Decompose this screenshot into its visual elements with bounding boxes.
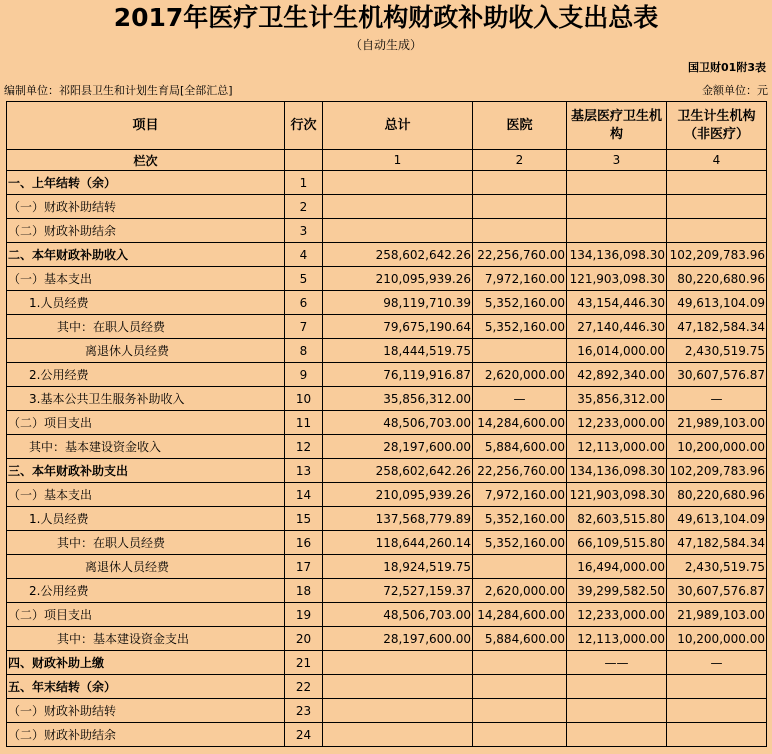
row-value-c2: 22,256,760.00 [473, 243, 567, 267]
row-value-c3: 12,233,000.00 [567, 411, 667, 435]
row-item-name: 二、本年财政补助收入 [7, 243, 285, 267]
row-value-c1: 118,644,260.14 [323, 531, 473, 555]
row-item-name: 其中：基本建设资金收入 [7, 435, 285, 459]
report-subtitle: （自动生成） [349, 38, 422, 52]
row-value-c1: 18,444,519.75 [323, 339, 473, 363]
row-value-c2: 5,352,160.00 [473, 531, 567, 555]
row-value-c3: 121,903,098.30 [567, 483, 667, 507]
row-value-c1: 76,119,916.87 [323, 363, 473, 387]
row-item-name: （一）基本支出 [7, 267, 285, 291]
header-total: 总计 [323, 102, 473, 150]
row-value-c1 [323, 195, 473, 219]
row-item-name: 离退休人员经费 [7, 555, 285, 579]
row-value-c3: 42,892,340.00 [567, 363, 667, 387]
table-row [7, 195, 767, 219]
table-row [7, 627, 767, 651]
row-value-c1: 210,095,939.26 [323, 483, 473, 507]
row-value-c1: 258,602,642.26 [323, 459, 473, 483]
row-line-number: 7 [285, 315, 323, 339]
row-value-c3: 39,299,582.50 [567, 579, 667, 603]
row-value-c2 [473, 675, 567, 699]
row-value-c4: 102,209,783.96 [667, 243, 767, 267]
row-value-c2: 2,620,000.00 [473, 579, 567, 603]
row-value-c1: 98,119,710.39 [323, 291, 473, 315]
table-row [7, 243, 767, 267]
row-line-number: 13 [285, 459, 323, 483]
row-value-c2: 7,972,160.00 [473, 267, 567, 291]
row-item-name: 其中：在职人员经费 [7, 315, 285, 339]
row-line-number: 19 [285, 603, 323, 627]
row-line-number: 10 [285, 387, 323, 411]
row-value-c4: 30,607,576.87 [667, 579, 767, 603]
compiling-unit: 编制单位：祁阳县卫生和计划生育局[全部汇总] [4, 84, 233, 97]
row-value-c2 [473, 723, 567, 747]
row-value-c1 [323, 171, 473, 195]
table-row [7, 603, 767, 627]
header-row [7, 102, 767, 150]
row-value-c1: 48,506,703.00 [323, 603, 473, 627]
row-line-number: 24 [285, 723, 323, 747]
form-code: 国卫财01附3表 [688, 61, 766, 74]
row-line-number: 1 [285, 171, 323, 195]
row-value-c4: — [667, 651, 767, 675]
row-line-number: 16 [285, 531, 323, 555]
row-value-c3 [567, 195, 667, 219]
row-value-c3: 121,903,098.30 [567, 267, 667, 291]
row-value-c4: 21,989,103.00 [667, 411, 767, 435]
row-value-c3: 27,140,446.30 [567, 315, 667, 339]
row-value-c4: 102,209,783.96 [667, 459, 767, 483]
row-value-c2: 14,284,600.00 [473, 411, 567, 435]
row-value-c2: 5,884,600.00 [473, 627, 567, 651]
row-item-name: （二）财政补助结余 [7, 723, 285, 747]
table-row [7, 699, 767, 723]
table-row [7, 507, 767, 531]
row-value-c4: — [667, 387, 767, 411]
table-row [7, 387, 767, 411]
row-line-number: 21 [285, 651, 323, 675]
row-line-number: 2 [285, 195, 323, 219]
row-value-c1: 258,602,642.26 [323, 243, 473, 267]
row-value-c4: 2,430,519.75 [667, 555, 767, 579]
row-value-c4: 10,200,000.00 [667, 627, 767, 651]
row-value-c1: 35,856,312.00 [323, 387, 473, 411]
row-value-c2: 22,256,760.00 [473, 459, 567, 483]
row-value-c1: 72,527,159.37 [323, 579, 473, 603]
row-value-c2: 5,884,600.00 [473, 435, 567, 459]
row-item-name: （二）财政补助结余 [7, 219, 285, 243]
row-value-c3: 134,136,098.30 [567, 459, 667, 483]
table-row [7, 363, 767, 387]
row-line-number: 3 [285, 219, 323, 243]
row-value-c3 [567, 219, 667, 243]
row-value-c3 [567, 723, 667, 747]
column-number-1: 1 [323, 150, 473, 171]
row-item-name: （二）项目支出 [7, 411, 285, 435]
row-line-number: 9 [285, 363, 323, 387]
row-line-number: 15 [285, 507, 323, 531]
header-hospital: 医院 [473, 102, 567, 150]
row-item-name: （一）财政补助结转 [7, 699, 285, 723]
row-item-name: （一）财政补助结转 [7, 195, 285, 219]
row-item-name: 其中：基本建设资金支出 [7, 627, 285, 651]
row-value-c4: 80,220,680.96 [667, 483, 767, 507]
row-value-c1: 137,568,779.89 [323, 507, 473, 531]
row-value-c4: 21,989,103.00 [667, 603, 767, 627]
table-row [7, 435, 767, 459]
row-value-c1: 48,506,703.00 [323, 411, 473, 435]
row-value-c3: 43,154,446.30 [567, 291, 667, 315]
row-value-c4 [667, 219, 767, 243]
table-row [7, 267, 767, 291]
row-item-name: 离退休人员经费 [7, 339, 285, 363]
row-value-c4 [667, 195, 767, 219]
row-value-c3: 12,113,000.00 [567, 435, 667, 459]
row-value-c2: — [473, 387, 567, 411]
table-row [7, 723, 767, 747]
row-item-name: （二）项目支出 [7, 603, 285, 627]
row-value-c1: 18,924,519.75 [323, 555, 473, 579]
header-item: 项目 [7, 102, 285, 150]
row-item-name: 1.人员经费 [7, 507, 285, 531]
row-value-c2 [473, 219, 567, 243]
row-item-name: 1.人员经费 [7, 291, 285, 315]
row-value-c4 [667, 675, 767, 699]
row-value-c3: 66,109,515.80 [567, 531, 667, 555]
row-line-number: 18 [285, 579, 323, 603]
table-row [7, 675, 767, 699]
row-line-number: 4 [285, 243, 323, 267]
row-value-c2: 5,352,160.00 [473, 315, 567, 339]
row-value-c3: 16,494,000.00 [567, 555, 667, 579]
row-value-c4: 10,200,000.00 [667, 435, 767, 459]
table-row [7, 219, 767, 243]
row-item-name: 3.基本公共卫生服务补助收入 [7, 387, 285, 411]
table-row [7, 555, 767, 579]
row-value-c1 [323, 723, 473, 747]
row-item-name: 三、本年财政补助支出 [7, 459, 285, 483]
amount-unit: 金额单位：元 [702, 84, 768, 97]
table-row [7, 315, 767, 339]
row-value-c2 [473, 339, 567, 363]
row-line-number: 12 [285, 435, 323, 459]
row-value-c4 [667, 723, 767, 747]
column-row-blank [285, 150, 323, 171]
row-value-c2: 5,352,160.00 [473, 507, 567, 531]
row-value-c3 [567, 699, 667, 723]
row-value-c3: 35,856,312.00 [567, 387, 667, 411]
row-value-c4: 2,430,519.75 [667, 339, 767, 363]
header-health-family: 卫生计生机构（非医疗） [667, 102, 767, 150]
table-row [7, 291, 767, 315]
report-title: 2017年医疗卫生计生机构财政补助收入支出总表 [113, 3, 659, 32]
summary-table [6, 101, 767, 747]
row-line-number: 17 [285, 555, 323, 579]
row-item-name: 四、财政补助上缴 [7, 651, 285, 675]
row-value-c3: 16,014,000.00 [567, 339, 667, 363]
unit-line [4, 84, 768, 98]
row-value-c3: 82,603,515.80 [567, 507, 667, 531]
row-item-name: 五、年末结转（余） [7, 675, 285, 699]
column-number-2: 2 [473, 150, 567, 171]
row-value-c2: 2,620,000.00 [473, 363, 567, 387]
row-value-c3 [567, 675, 667, 699]
row-value-c4 [667, 699, 767, 723]
row-line-number: 22 [285, 675, 323, 699]
row-value-c2 [473, 195, 567, 219]
table-row [7, 339, 767, 363]
table-row [7, 531, 767, 555]
row-value-c4: 47,182,584.34 [667, 531, 767, 555]
row-value-c4: 47,182,584.34 [667, 315, 767, 339]
row-value-c1: 28,197,600.00 [323, 435, 473, 459]
row-value-c2: 14,284,600.00 [473, 603, 567, 627]
row-line-number: 8 [285, 339, 323, 363]
row-value-c1 [323, 675, 473, 699]
row-value-c4: 30,607,576.87 [667, 363, 767, 387]
row-line-number: 14 [285, 483, 323, 507]
row-value-c1 [323, 651, 473, 675]
row-line-number: 6 [285, 291, 323, 315]
table-row [7, 411, 767, 435]
table-row [7, 651, 767, 675]
row-value-c3: —— [567, 651, 667, 675]
row-value-c4 [667, 171, 767, 195]
header-line: 行次 [285, 102, 323, 150]
header-primary: 基层医疗卫生机构 [567, 102, 667, 150]
row-value-c2 [473, 651, 567, 675]
table-row [7, 171, 767, 195]
row-line-number: 5 [285, 267, 323, 291]
row-value-c2: 5,352,160.00 [473, 291, 567, 315]
row-item-name: 2.公用经费 [7, 579, 285, 603]
column-number-3: 3 [567, 150, 667, 171]
table-row [7, 579, 767, 603]
table-row [7, 459, 767, 483]
row-value-c3: 134,136,098.30 [567, 243, 667, 267]
row-value-c1 [323, 699, 473, 723]
row-item-name: 2.公用经费 [7, 363, 285, 387]
row-value-c4: 49,613,104.09 [667, 291, 767, 315]
row-value-c2: 7,972,160.00 [473, 483, 567, 507]
row-line-number: 20 [285, 627, 323, 651]
row-value-c3 [567, 171, 667, 195]
table-row [7, 483, 767, 507]
row-value-c1: 79,675,190.64 [323, 315, 473, 339]
row-value-c2 [473, 699, 567, 723]
row-value-c2 [473, 171, 567, 195]
row-line-number: 23 [285, 699, 323, 723]
column-row-label: 栏次 [7, 150, 285, 171]
row-value-c4: 49,613,104.09 [667, 507, 767, 531]
row-value-c3: 12,233,000.00 [567, 603, 667, 627]
column-number-row [7, 150, 767, 171]
row-value-c1: 210,095,939.26 [323, 267, 473, 291]
row-value-c1: 28,197,600.00 [323, 627, 473, 651]
row-value-c1 [323, 219, 473, 243]
row-value-c2 [473, 555, 567, 579]
row-item-name: （一）基本支出 [7, 483, 285, 507]
row-value-c4: 80,220,680.96 [667, 267, 767, 291]
row-line-number: 11 [285, 411, 323, 435]
row-value-c3: 12,113,000.00 [567, 627, 667, 651]
column-number-4: 4 [667, 150, 767, 171]
row-item-name: 一、上年结转（余） [7, 171, 285, 195]
row-item-name: 其中：在职人员经费 [7, 531, 285, 555]
